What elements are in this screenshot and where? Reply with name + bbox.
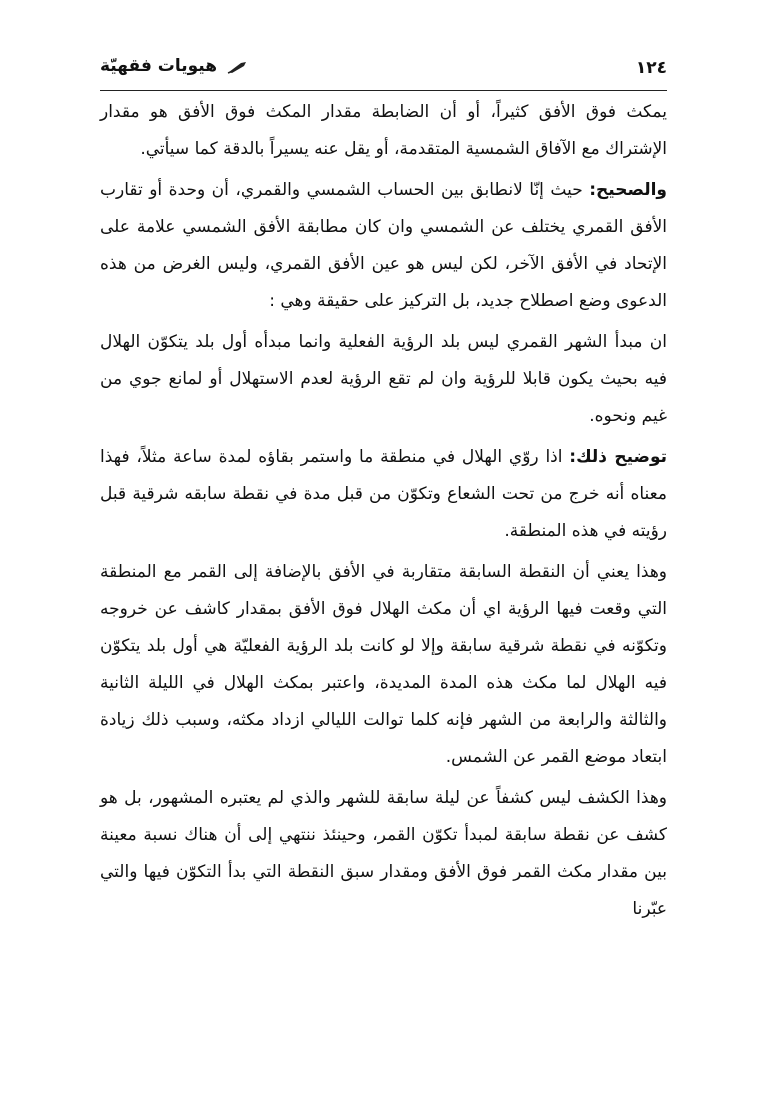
paragraph-text: وهذا يعني أن النقطة السابقة متقاربة في الأفق بالإضافة إلى القمر مع المنطقة التي وقعت فيها الرؤية اي أن مكث الهلال فوق الأفق بمقدار كاشف عن خروجه وتكوّنه في نقطة شرقية سابقة وإلا لو كانت بلد الرؤية الفعليّة هي أول بلد يتكوّن فيه الهلال لما مكث هذه المدة المديدة، واعتبر بمكث الهلال في الليلة الثانية والثالثة والرابعة من الشهر فإنه كلما توالت الليالي ازداد مكثه، وسبب ذلك زيادة ابتعاد موضع القمر عن الشمس.	[100, 562, 667, 767]
paragraph-lead: والصحيح:	[589, 180, 667, 200]
paragraph-text: حيث إنّا لانطابق بين الحساب الشمسي والقمري، أن وحدة أو تقارب الأفق القمري يختلف عن الشمسي وان كان مطابقة الأفق الشمسي علامة على الإتحاد في الأفق الآخر، لكن ليس هو عين الأفق القمري، وليس الغرض من هذه الدعوى وضع اصطلاح جديد، بل التركيز على حقيقة وهي :	[100, 180, 667, 311]
running-title-text: هيويات فقهيّة	[100, 56, 217, 76]
paragraph-text: اذا روّي الهلال في منطقة ما واستمر بقاؤه لمدة ساعة مثلاً، فهذا معناه أنه خرج من تحت الشعاع وتكوّن من قبل مدة في نقطة سابقه شرقية قبل رؤيته في هذه المنطقة.	[100, 447, 667, 541]
page-header	[100, 52, 667, 88]
paragraph	[100, 439, 667, 550]
paragraph-text: وهذا الكشف ليس كشفاً عن ليلة سابقة للشهر والذي لم يعتبره المشهور، بل هو كشف عن نقطة سابقة لمبدأ تكوّن القمر، وحينئذ ننتهي إلى أن هناك نسبة معينة بين مقدار مكث القمر فوق الأفق ومقدار سبق النقطة التي بدأ التكوّن فيها والتي عبّرنا	[100, 788, 667, 919]
paragraph	[100, 324, 667, 435]
paragraph	[100, 554, 667, 776]
running-title	[100, 56, 249, 76]
paragraph	[100, 172, 667, 320]
paragraph-text: ان مبدأ الشهر القمري ليس بلد الرؤية الفعلية وانما مبدأه أول بلد يتكوّن الهلال فيه بحيث يكون قابلا للرؤية وان لم تقع الرؤية لعدم الاستهلال أو لمانع جوي من غيم ونحوه.	[100, 332, 667, 426]
paragraph	[100, 780, 667, 928]
paragraph-text: يمكث فوق الأفق كثيراً، أو أن الضابطة مقدار المكث فوق الأفق هو مقدار الإشتراك مع الآفاق الشمسية المتقدمة، أو يقل عنه يسيراً بالدقة كما سيأتي.	[100, 102, 667, 159]
page-number: ١٢٤	[635, 58, 667, 78]
pen-icon	[227, 59, 249, 73]
paragraph-lead: توضيح ذلك:	[569, 447, 667, 467]
header-rule	[100, 90, 667, 91]
body-text	[100, 94, 667, 932]
paragraph	[100, 94, 667, 168]
